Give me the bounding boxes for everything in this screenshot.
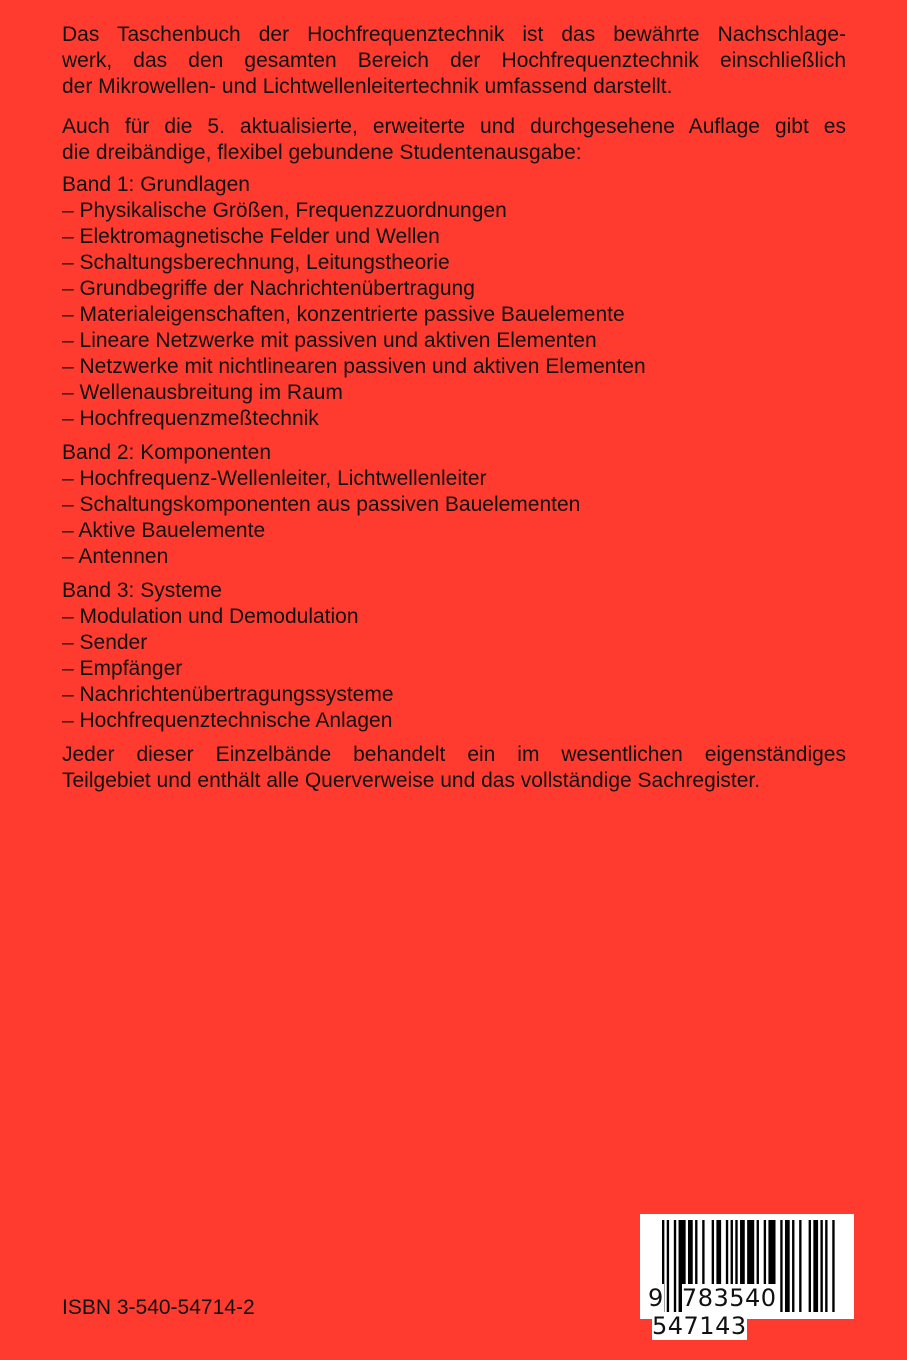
text-line: die dreibändige, flexibel gebundene Studentenausgabe: bbox=[62, 141, 582, 164]
list-item: – Materialeigenschaften, konzentrierte passive Bauelemente bbox=[62, 303, 625, 326]
barcode-digits bbox=[648, 1284, 854, 1340]
text-line: Das Taschenbuch der Hochfrequenztechnik ist das bewährte Nachschlage- bbox=[62, 23, 846, 46]
list-item: – Wellenausbreitung im Raum bbox=[62, 381, 343, 404]
list-item: – Grundbegriffe der Nachrichtenübertragung bbox=[62, 277, 475, 300]
volume-2 bbox=[62, 440, 846, 570]
list-item: – Empfänger bbox=[62, 657, 183, 680]
list-item: – Physikalische Größen, Frequenzzuordnungen bbox=[62, 199, 507, 222]
closing-paragraph bbox=[62, 742, 846, 794]
volume-title: Band 2: Komponenten bbox=[62, 441, 271, 464]
list-item: – Hochfrequenzmeßtechnik bbox=[62, 407, 319, 430]
barcode bbox=[640, 1214, 854, 1340]
list-item: – Hochfrequenztechnische Anlagen bbox=[62, 709, 393, 732]
volume-title: Band 1: Grundlagen bbox=[62, 173, 250, 196]
list-item: – Schaltungskomponenten aus passiven Bauelementen bbox=[62, 493, 581, 516]
back-cover-text bbox=[62, 22, 846, 808]
list-item: – Antennen bbox=[62, 545, 169, 568]
list-item: – Sender bbox=[62, 631, 148, 654]
list-item: – Hochfrequenz-Wellenleiter, Lichtwellenleiter bbox=[62, 467, 487, 490]
list-item: – Modulation und Demodulation bbox=[62, 605, 359, 628]
text-line: werk, das den gesamten Bereich der Hochfrequenztechnik einschließlich bbox=[62, 49, 846, 72]
isbn: ISBN 3-540-54714-2 bbox=[62, 1296, 255, 1319]
barcode-group-1: 783540 bbox=[681, 1284, 777, 1312]
list-item: – Elektromagnetische Felder und Wellen bbox=[62, 225, 440, 248]
text-line: der Mikrowellen- und Lichtwellenleitertechnik umfassend darstellt. bbox=[62, 75, 673, 98]
list-item: – Nachrichtenübertragungssysteme bbox=[62, 683, 394, 706]
text-line: Auch für die 5. aktualisierte, erweiterte und durchgesehene Auflage gibt es bbox=[62, 115, 846, 138]
volume-title: Band 3: Systeme bbox=[62, 579, 222, 602]
barcode-group-2: 547143 bbox=[652, 1312, 747, 1340]
volume-1 bbox=[62, 172, 846, 432]
intro-paragraph bbox=[62, 22, 846, 100]
list-item: – Aktive Bauelemente bbox=[62, 519, 266, 542]
barcode-first-digit: 9 bbox=[648, 1284, 664, 1312]
list-item: – Lineare Netzwerke mit passiven und aktiven Elementen bbox=[62, 329, 597, 352]
text-line: Jeder dieser Einzelbände behandelt ein im wesentlichen eigenständiges bbox=[62, 743, 846, 766]
list-item: – Schaltungsberechnung, Leitungstheorie bbox=[62, 251, 450, 274]
edition-paragraph bbox=[62, 114, 846, 166]
list-item: – Netzwerke mit nichtlinearen passiven und aktiven Elementen bbox=[62, 355, 646, 378]
volume-3 bbox=[62, 578, 846, 734]
text-line: Teilgebiet und enthält alle Querverweise und das vollständige Sachregister. bbox=[62, 769, 761, 792]
